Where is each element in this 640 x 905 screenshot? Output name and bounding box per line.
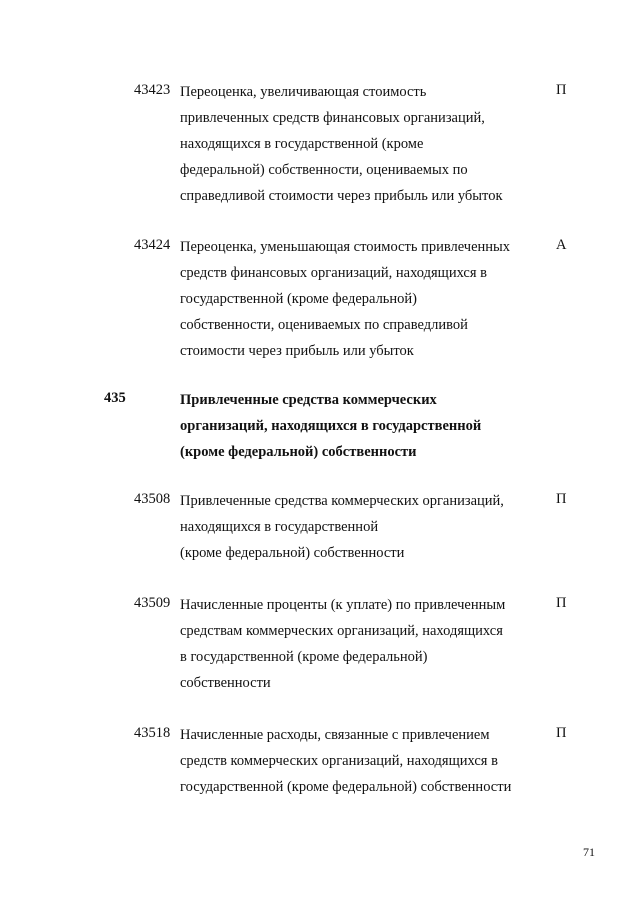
description-line: Переоценка, увеличивающая стоимость <box>180 84 427 100</box>
account-description <box>180 725 540 803</box>
description-line: привлеченных средств финансовых организаций, <box>180 110 485 126</box>
account-type-mark: П <box>556 491 567 507</box>
description-line: Начисленные расходы, связанные с привлечением <box>180 727 490 743</box>
account-description <box>180 491 540 569</box>
description-line: Начисленные проценты (к уплате) по привлеченным <box>180 597 506 613</box>
description-line: Привлеченные средства коммерческих организаций, <box>180 493 504 509</box>
account-code: 43509 <box>134 595 171 611</box>
page-number: 71 <box>583 845 595 859</box>
account-code: 43518 <box>134 725 171 741</box>
section-title <box>180 390 540 468</box>
account-code: 43508 <box>134 491 171 507</box>
account-type-mark: П <box>556 725 567 741</box>
description-line: Переоценка, уменьшающая стоимость привлеченных <box>180 239 511 255</box>
description-line: средствам коммерческих организаций, находящихся <box>180 623 503 639</box>
description-line: государственной (кроме федеральной) <box>180 291 418 307</box>
account-type-mark: А <box>556 237 567 253</box>
account-description <box>180 237 540 367</box>
description-line: находящихся в государственной (кроме <box>180 136 424 152</box>
account-type-mark: П <box>556 595 567 611</box>
description-line: государственной (кроме федеральной) собственности <box>180 779 512 795</box>
account-description <box>180 82 540 212</box>
description-line: собственности, оцениваемых по справедливой <box>180 317 468 333</box>
section-title-line: (кроме федеральной) собственности <box>180 444 417 460</box>
account-type-mark: П <box>556 82 567 98</box>
section-title-line: Привлеченные средства коммерческих <box>180 392 437 408</box>
description-line: справедливой стоимости через прибыль или убыток <box>180 188 503 204</box>
account-code: 43423 <box>134 82 171 98</box>
account-code: 43424 <box>134 237 171 253</box>
description-line: средств коммерческих организаций, находящихся в <box>180 753 498 769</box>
description-line: находящихся в государственной <box>180 519 379 535</box>
account-description <box>180 595 540 699</box>
description-line: (кроме федеральной) собственности <box>180 545 405 561</box>
description-line: стоимости через прибыль или убыток <box>180 343 414 359</box>
section-code: 435 <box>104 390 126 406</box>
description-line: собственности <box>180 675 271 691</box>
description-line: федеральной) собственности, оцениваемых по <box>180 162 468 178</box>
section-title-line: организаций, находящихся в государственной <box>180 418 482 434</box>
description-line: средств финансовых организаций, находящихся в <box>180 265 488 281</box>
description-line: в государственной (кроме федеральной) <box>180 649 428 665</box>
